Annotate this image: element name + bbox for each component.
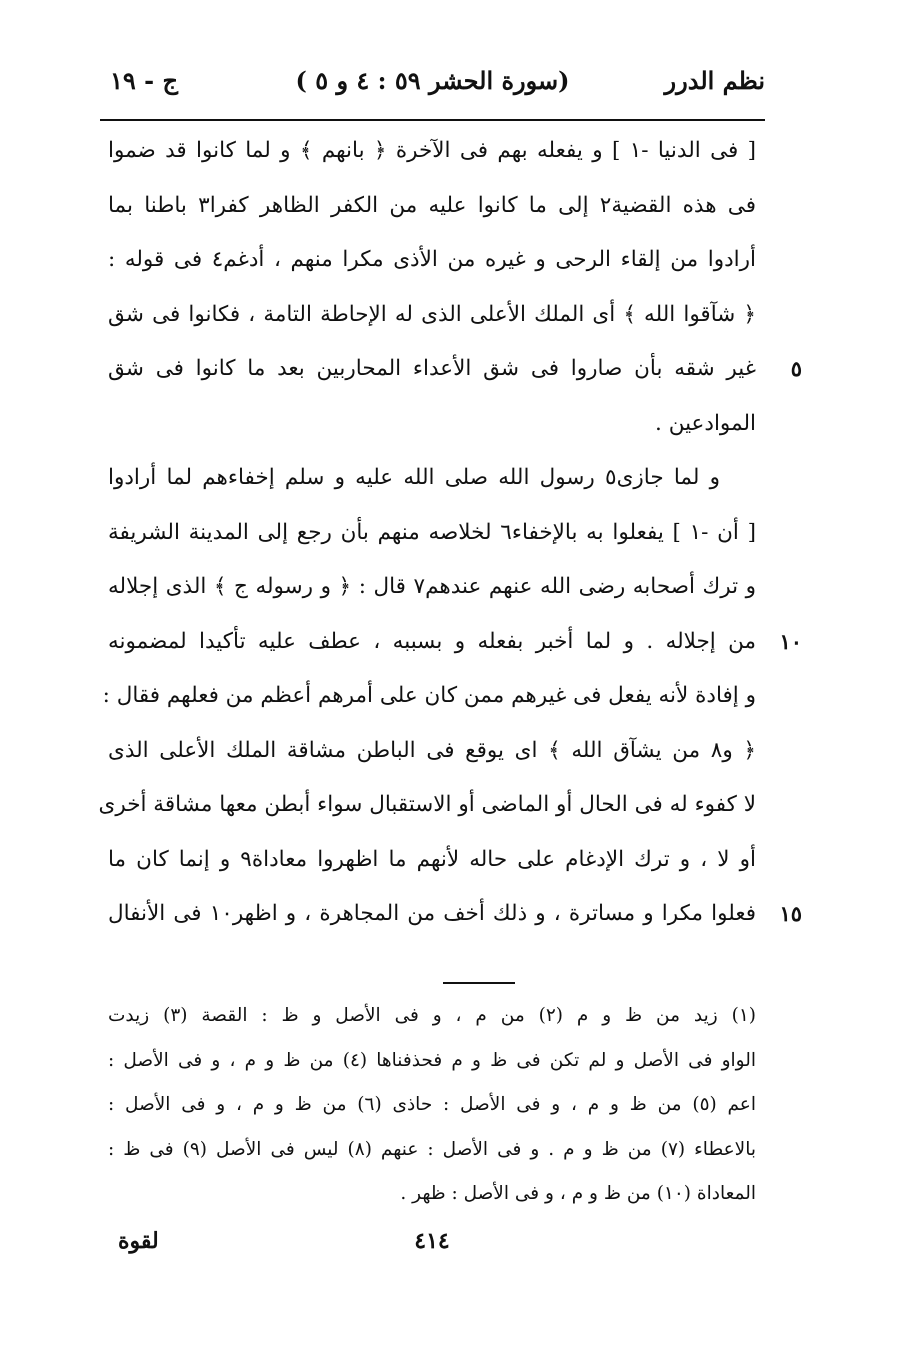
line-text: غير شقه بأن صاروا فى شق الأعداء المحاربين بعد ما كانوا فى شق bbox=[108, 356, 756, 381]
footnote-line: المعاداة (١٠) من ظ و م ، و فى الأصل : ظهر . bbox=[400, 1183, 756, 1204]
text-line bbox=[108, 451, 756, 506]
surah-reference: (سورة الحشر ٥٩ : ٤ و ٥ ) bbox=[295, 66, 570, 95]
text-line bbox=[108, 724, 756, 779]
line-text: أرادوا من إلقاء الرحى و غيره من الأذى مكرا منهم ، أدغم٤ فى قوله : bbox=[108, 247, 757, 272]
line-text: و ترك أصحابه رضى الله عنهم عندهم٧ قال : ﴿ و رسوله ج ﴾ الذى إجلاله bbox=[108, 574, 756, 599]
text-line bbox=[108, 615, 802, 670]
line-text: فعلوا مكرا و مساترة ، و ذلك أخف من المجاهرة ، و اظهر١٠ فى الأنفال bbox=[108, 901, 756, 926]
line-number: ١٥ bbox=[779, 901, 802, 926]
line-number: ١٠ bbox=[779, 628, 802, 654]
text-line bbox=[108, 506, 756, 561]
line-text: لا كفوء له فى الحال أو الماضى أو الاستقبال سواء أبطن معها مشاقة أخرى bbox=[98, 792, 756, 817]
text-line bbox=[108, 342, 802, 397]
volume-number: ج - ١٩ bbox=[110, 66, 178, 95]
text-line bbox=[108, 179, 756, 234]
line-text: ﴿ و٨ من يشآق الله ﴾ اى يوقع فى الباطن مشاقة الملك الأعلى الذى bbox=[108, 737, 756, 763]
running-header bbox=[100, 58, 765, 108]
line-text: ﴿ شآقوا الله ﴾ أى الملك الأعلى الذى له الإحاطة التامة ، فكانوا فى شق bbox=[108, 301, 756, 327]
text-line bbox=[108, 124, 756, 179]
text-line bbox=[108, 887, 802, 942]
line-text: الموادعين . bbox=[655, 410, 756, 436]
footnote-line: بالاعطاء (٧) من ظ و م . و فى الأصل : عنهم (٨) ليس فى الأصل (٩) فى ظ : bbox=[108, 1138, 756, 1160]
text-line bbox=[98, 778, 756, 833]
text-line bbox=[108, 288, 756, 343]
book-title: نظم الدرر bbox=[664, 66, 765, 95]
line-text: من إجلاله . و لما أخبر بفعله و بسببه ، عطف عليه تأكيدا لمضمونه bbox=[108, 628, 756, 654]
text-line bbox=[108, 397, 756, 452]
line-text: أو لا ، و ترك الإدغام على حاله لأنهم ما اظهروا معاداة٩ و إنما كان ما bbox=[108, 846, 756, 872]
main-text bbox=[98, 124, 802, 942]
footnotes bbox=[108, 994, 756, 1217]
footnote-line: اعم (٥) من ظ و م ، و فى الأصل : حاذى (٦) من ظ و م ، و فى الأصل : bbox=[108, 1094, 756, 1115]
text-line bbox=[108, 560, 756, 615]
line-text: فى هذه القضية٢ إلى ما كانوا عليه من الكفر الظاهر كفرا٣ باطنا بما bbox=[108, 192, 756, 218]
footnote-line: الواو فى الأصل و لم تكن فى ظ و م فحذفناها (٤) من ظ و م ، و فى الأصل : bbox=[108, 1049, 756, 1071]
catchword: لقوة bbox=[118, 1228, 159, 1254]
text-line bbox=[108, 833, 756, 888]
line-text: و إفادة لأنه يفعل فى غيرهم ممن كان على أمرهم أعظم من فعلهم فقال : bbox=[102, 683, 756, 708]
footnote-separator bbox=[443, 982, 515, 984]
header-rule bbox=[100, 119, 765, 121]
footnote-line: (١) زيد من ظ و م (٢) من م ، و فى الأصل و ظ : القصة (٣) زيدت bbox=[108, 1005, 756, 1026]
line-number: ٥ bbox=[790, 356, 802, 381]
line-text: [ فى الدنيا -١ ] و يفعله بهم فى الآخرة ﴿ بانهم ﴾ و لما كانوا قد ضموا bbox=[108, 138, 757, 163]
line-text: و لما جازى٥ رسول الله صلى الله عليه و سلم إخفاءهم لما أرادوا bbox=[108, 465, 720, 490]
text-line bbox=[102, 669, 756, 724]
text-line bbox=[108, 233, 756, 288]
line-text: [ أن -١ ] يفعلوا به بالإخفاء٦ لخلاصه منهم بأن رجع إلى المدينة الشريفة bbox=[108, 519, 756, 545]
page-number: ٤١٤ bbox=[414, 1228, 450, 1254]
